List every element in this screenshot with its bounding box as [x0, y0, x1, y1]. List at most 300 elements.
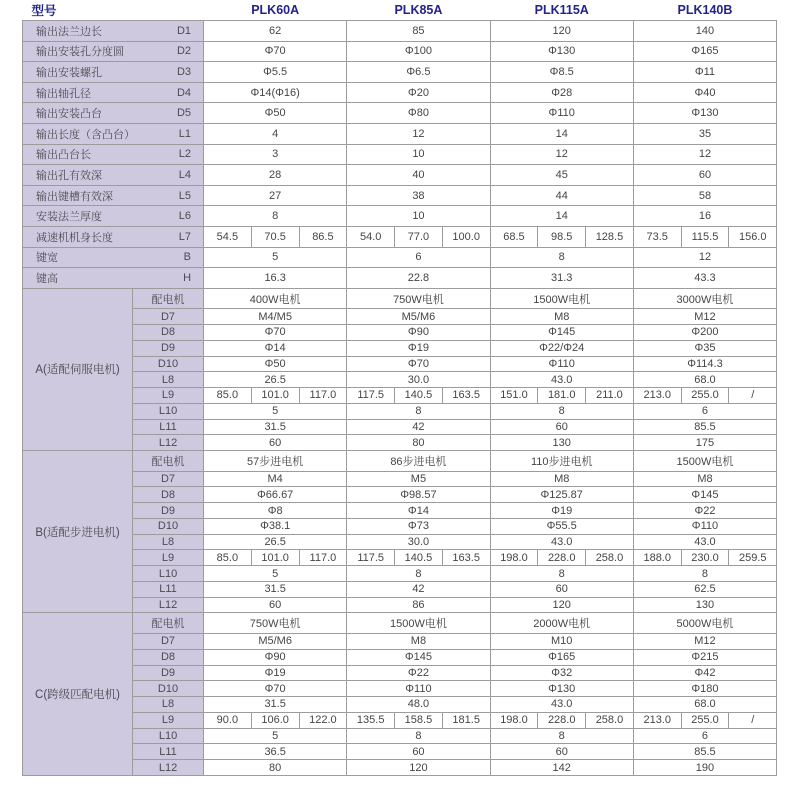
value-cell: 1500W电机	[347, 613, 490, 634]
table-row	[23, 403, 777, 419]
value-cell: 26.5	[204, 372, 347, 388]
value-cell: 86	[347, 597, 490, 613]
table-row	[23, 268, 777, 289]
row-code-cell: D10	[133, 681, 204, 697]
value-cell: 80	[347, 435, 490, 451]
row-code-cell: L10	[133, 566, 204, 582]
value-cell: 16	[633, 206, 776, 227]
value-cell: 30.0	[347, 534, 490, 550]
value-cell: 255.0	[681, 388, 729, 404]
value-cell: Φ42	[633, 665, 776, 681]
table-row	[23, 372, 777, 388]
value-cell: 120	[490, 597, 633, 613]
value-cell: Φ90	[204, 649, 347, 665]
value-cell: Φ130	[490, 41, 633, 62]
value-cell: Φ125.87	[490, 487, 633, 503]
value-cell: 54.5	[204, 226, 252, 247]
value-cell: 400W电机	[204, 288, 347, 309]
value-cell: 117.5	[347, 388, 395, 404]
value-cell: Φ98.57	[347, 487, 490, 503]
value-cell: 230.0	[681, 550, 729, 566]
row-label: 输出法兰边长	[36, 25, 102, 38]
section-label-cell: A(适配伺服电机)	[23, 288, 133, 450]
row-code: B	[183, 251, 192, 264]
value-cell: /	[729, 712, 777, 728]
value-cell: 43.0	[633, 534, 776, 550]
row-label: 减速机机身长度	[36, 231, 113, 244]
value-cell: 110步进电机	[490, 451, 633, 472]
table-row	[23, 41, 777, 62]
value-cell: M5/M6	[204, 634, 347, 650]
table-row	[23, 471, 777, 487]
value-cell: Φ55.5	[490, 518, 633, 534]
value-cell: 60	[490, 419, 633, 435]
value-cell: 3	[204, 144, 347, 165]
value-cell: 10	[347, 144, 490, 165]
value-cell: 90.0	[204, 712, 252, 728]
row-label-cell	[23, 247, 204, 268]
row-label-cell	[23, 103, 204, 124]
value-cell: Φ14(Φ16)	[204, 82, 347, 103]
table-row	[23, 103, 777, 124]
table-row	[23, 82, 777, 103]
table-row	[23, 226, 777, 247]
value-cell: M8	[347, 634, 490, 650]
table-row	[23, 62, 777, 83]
value-cell: 1500W电机	[490, 288, 633, 309]
value-cell: 163.5	[442, 388, 490, 404]
value-cell: 158.5	[395, 712, 443, 728]
value-cell: 40	[347, 165, 490, 186]
value-cell: 8	[347, 403, 490, 419]
value-cell: 42	[347, 581, 490, 597]
row-label: 安装法兰厚度	[36, 211, 102, 224]
value-cell: 750W电机	[347, 288, 490, 309]
table-row	[23, 760, 777, 776]
value-cell: Φ110	[490, 356, 633, 372]
value-cell: Φ114.3	[633, 356, 776, 372]
value-cell: Φ22	[347, 665, 490, 681]
value-cell: M12	[633, 634, 776, 650]
value-cell: 120	[347, 760, 490, 776]
value-cell: Φ70	[204, 41, 347, 62]
value-cell: Φ8.5	[490, 62, 633, 83]
value-cell: 31.5	[204, 419, 347, 435]
section-label-cell: B(适配步进电机)	[23, 451, 133, 613]
row-label: 输出键槽有效深	[36, 190, 113, 203]
value-cell: Φ70	[204, 325, 347, 341]
row-code-cell: L12	[133, 760, 204, 776]
value-cell: Φ35	[633, 340, 776, 356]
table-row	[23, 144, 777, 165]
value-cell: 31.3	[490, 268, 633, 289]
row-code: L5	[178, 189, 192, 202]
row-label-cell	[23, 41, 204, 62]
value-cell: M4/M5	[204, 309, 347, 325]
value-cell: 5	[204, 566, 347, 582]
row-code-cell: L11	[133, 744, 204, 760]
value-cell: 60	[490, 581, 633, 597]
value-cell: Φ130	[633, 103, 776, 124]
value-cell: 12	[347, 123, 490, 144]
table-row	[23, 597, 777, 613]
value-cell: 6	[633, 728, 776, 744]
value-cell: 43.3	[633, 268, 776, 289]
table-row	[23, 728, 777, 744]
value-cell: 73.5	[633, 226, 681, 247]
table-row	[23, 435, 777, 451]
value-cell: 85.0	[204, 550, 252, 566]
value-cell: 117.0	[299, 388, 347, 404]
row-code: L1	[178, 127, 192, 140]
model-header-plk115a: PLK115A	[490, 0, 633, 21]
value-cell: Φ70	[347, 356, 490, 372]
value-cell: 130	[490, 435, 633, 451]
value-cell: 8	[490, 403, 633, 419]
section-label-cell: C(跨级匹配电机)	[23, 613, 133, 776]
table-row	[23, 566, 777, 582]
row-code-cell: D9	[133, 503, 204, 519]
table-row	[23, 581, 777, 597]
value-cell: Φ19	[204, 665, 347, 681]
value-cell: Φ50	[204, 356, 347, 372]
value-cell: 3000W电机	[633, 288, 776, 309]
value-cell: 16.3	[204, 268, 347, 289]
value-cell: 12	[490, 144, 633, 165]
value-cell: 8	[204, 206, 347, 227]
row-code: D3	[176, 65, 192, 78]
value-cell: 188.0	[633, 550, 681, 566]
table-row	[23, 21, 777, 42]
value-cell: Φ28	[490, 82, 633, 103]
table-row	[23, 744, 777, 760]
value-cell: Φ22/Φ24	[490, 340, 633, 356]
row-code-cell: L11	[133, 581, 204, 597]
value-cell: 60	[633, 165, 776, 186]
value-cell: 36.5	[204, 744, 347, 760]
value-cell: Φ145	[633, 487, 776, 503]
value-cell: 213.0	[633, 388, 681, 404]
row-code: L2	[178, 148, 192, 161]
value-cell: 211.0	[586, 388, 634, 404]
value-cell: 6	[347, 247, 490, 268]
value-cell: Φ180	[633, 681, 776, 697]
value-cell: 198.0	[490, 550, 538, 566]
value-cell: 228.0	[538, 550, 586, 566]
value-cell: 8	[347, 566, 490, 582]
value-cell: M10	[490, 634, 633, 650]
value-cell: 8	[490, 728, 633, 744]
model-header-plk85a: PLK85A	[347, 0, 490, 21]
table-row	[23, 487, 777, 503]
value-cell: Φ40	[633, 82, 776, 103]
value-cell: 5	[204, 247, 347, 268]
row-code-cell: D10	[133, 356, 204, 372]
value-cell: 130	[633, 597, 776, 613]
value-cell: 68.5	[490, 226, 538, 247]
value-cell: Φ165	[633, 41, 776, 62]
value-cell: 117.0	[299, 550, 347, 566]
value-cell: 43.0	[490, 697, 633, 713]
value-cell: Φ70	[204, 681, 347, 697]
value-cell: 255.0	[681, 712, 729, 728]
value-cell: Φ110	[490, 103, 633, 124]
value-cell: 2000W电机	[490, 613, 633, 634]
row-label-cell	[23, 144, 204, 165]
row-label: 键高	[36, 272, 58, 285]
table-row	[23, 712, 777, 728]
value-cell: 86.5	[299, 226, 347, 247]
value-cell: 1500W电机	[633, 451, 776, 472]
value-cell: 85	[347, 21, 490, 42]
value-cell: 151.0	[490, 388, 538, 404]
row-label-cell	[23, 185, 204, 206]
value-cell: Φ110	[347, 681, 490, 697]
row-code: L7	[178, 230, 192, 243]
value-cell: 68.0	[633, 697, 776, 713]
row-code: D1	[176, 24, 192, 37]
value-cell: Φ200	[633, 325, 776, 341]
value-cell: Φ73	[347, 518, 490, 534]
value-cell: 100.0	[442, 226, 490, 247]
value-cell: 140.5	[395, 388, 443, 404]
table-row	[23, 419, 777, 435]
row-code-cell: D7	[133, 634, 204, 650]
value-cell: Φ6.5	[347, 62, 490, 83]
value-cell: Φ8	[204, 503, 347, 519]
value-cell: 30.0	[347, 372, 490, 388]
value-cell: Φ100	[347, 41, 490, 62]
row-code-cell: 配电机	[133, 613, 204, 634]
row-code-cell: D7	[133, 309, 204, 325]
table-row	[23, 550, 777, 566]
value-cell: 58	[633, 185, 776, 206]
value-cell: 26.5	[204, 534, 347, 550]
row-label: 输出长度（含凸台）	[36, 128, 135, 141]
value-cell: Φ165	[490, 649, 633, 665]
value-cell: 38	[347, 185, 490, 206]
value-cell: Φ32	[490, 665, 633, 681]
value-cell: 163.5	[442, 550, 490, 566]
value-cell: 6	[633, 403, 776, 419]
row-label: 输出安装凸台	[36, 108, 102, 121]
table-row	[23, 185, 777, 206]
row-code: D2	[176, 45, 192, 58]
value-cell: 181.0	[538, 388, 586, 404]
row-code-cell: 配电机	[133, 288, 204, 309]
value-cell: 190	[633, 760, 776, 776]
value-cell: Φ19	[490, 503, 633, 519]
value-cell: 213.0	[633, 712, 681, 728]
table-row	[23, 288, 777, 309]
value-cell: 181.5	[442, 712, 490, 728]
value-cell: 35	[633, 123, 776, 144]
row-label: 输出安装孔分度圆	[36, 46, 124, 59]
value-cell: 140.5	[395, 550, 443, 566]
value-cell: 70.5	[251, 226, 299, 247]
value-cell: 31.5	[204, 697, 347, 713]
value-cell: Φ66.67	[204, 487, 347, 503]
row-code: L6	[178, 210, 192, 223]
value-cell: 120	[490, 21, 633, 42]
row-code-cell: L10	[133, 403, 204, 419]
value-cell: 68.0	[633, 372, 776, 388]
value-cell: 8	[633, 566, 776, 582]
value-cell: 5	[204, 728, 347, 744]
value-cell: 258.0	[586, 550, 634, 566]
value-cell: 62	[204, 21, 347, 42]
table-row	[23, 649, 777, 665]
table-row	[23, 451, 777, 472]
value-cell: 62.5	[633, 581, 776, 597]
value-cell: /	[729, 388, 777, 404]
value-cell: M5/M6	[347, 309, 490, 325]
value-cell: Φ215	[633, 649, 776, 665]
value-cell: 5	[204, 403, 347, 419]
row-code-cell: L8	[133, 697, 204, 713]
table-row	[23, 534, 777, 550]
value-cell: 44	[490, 185, 633, 206]
value-cell: Φ90	[347, 325, 490, 341]
table-row	[23, 340, 777, 356]
value-cell: 12	[633, 144, 776, 165]
value-cell: 54.0	[347, 226, 395, 247]
value-cell: 85.5	[633, 744, 776, 760]
value-cell: 42	[347, 419, 490, 435]
value-cell: 28	[204, 165, 347, 186]
row-label: 输出轴孔径	[36, 87, 91, 100]
value-cell: 43.0	[490, 534, 633, 550]
gearbox-spec-table	[22, 0, 777, 776]
row-code-cell: 配电机	[133, 451, 204, 472]
value-cell: 8	[490, 247, 633, 268]
table-row	[23, 309, 777, 325]
value-cell: 85.0	[204, 388, 252, 404]
value-cell: 259.5	[729, 550, 777, 566]
row-code-cell: D9	[133, 665, 204, 681]
value-cell: M8	[490, 309, 633, 325]
value-cell: 10	[347, 206, 490, 227]
value-cell: 5000W电机	[633, 613, 776, 634]
row-code-cell: D7	[133, 471, 204, 487]
value-cell: 80	[204, 760, 347, 776]
value-cell: M5	[347, 471, 490, 487]
value-cell: 45	[490, 165, 633, 186]
value-cell: 27	[204, 185, 347, 206]
value-cell: 60	[347, 744, 490, 760]
row-code-cell: D10	[133, 518, 204, 534]
model-header-plk60a: PLK60A	[204, 0, 347, 21]
value-cell: 175	[633, 435, 776, 451]
value-cell: 4	[204, 123, 347, 144]
value-cell: 122.0	[299, 712, 347, 728]
value-cell: 98.5	[538, 226, 586, 247]
table-row	[23, 165, 777, 186]
row-code-cell: L8	[133, 534, 204, 550]
row-code: H	[183, 271, 192, 284]
table-row	[23, 697, 777, 713]
row-label-cell	[23, 21, 204, 42]
table-row	[23, 247, 777, 268]
row-code: D5	[176, 107, 192, 120]
row-label: 输出凸台长	[36, 149, 91, 162]
spec-sheet	[22, 0, 777, 776]
value-cell: M4	[204, 471, 347, 487]
value-cell: 43.0	[490, 372, 633, 388]
value-cell: 117.5	[347, 550, 395, 566]
value-cell: 86步进电机	[347, 451, 490, 472]
value-cell: 14	[490, 123, 633, 144]
row-label-cell	[23, 268, 204, 289]
table-row	[23, 388, 777, 404]
row-code-cell: D8	[133, 487, 204, 503]
value-cell: M8	[490, 471, 633, 487]
value-cell: 750W电机	[204, 613, 347, 634]
value-cell: Φ145	[347, 649, 490, 665]
row-label-cell	[23, 82, 204, 103]
value-cell: 60	[204, 597, 347, 613]
value-cell: 85.5	[633, 419, 776, 435]
value-cell: 140	[633, 21, 776, 42]
row-code-cell: D8	[133, 649, 204, 665]
table-row	[23, 325, 777, 341]
value-cell: 12	[633, 247, 776, 268]
value-cell: 135.5	[347, 712, 395, 728]
row-label-cell	[23, 206, 204, 227]
value-cell: Φ19	[347, 340, 490, 356]
table-row	[23, 356, 777, 372]
value-cell: M12	[633, 309, 776, 325]
value-cell: 8	[490, 566, 633, 582]
value-cell: 60	[490, 744, 633, 760]
row-code-cell: L11	[133, 419, 204, 435]
value-cell: 14	[490, 206, 633, 227]
value-cell: Φ38.1	[204, 518, 347, 534]
models-column-label: 型号	[23, 0, 204, 21]
value-cell: Φ22	[633, 503, 776, 519]
row-code-cell: L12	[133, 435, 204, 451]
value-cell: Φ20	[347, 82, 490, 103]
table-row	[23, 665, 777, 681]
table-row	[23, 518, 777, 534]
value-cell: 128.5	[586, 226, 634, 247]
row-code-cell: D9	[133, 340, 204, 356]
value-cell: 31.5	[204, 581, 347, 597]
value-cell: 198.0	[490, 712, 538, 728]
value-cell: 115.5	[681, 226, 729, 247]
value-cell: Φ80	[347, 103, 490, 124]
table-row	[23, 123, 777, 144]
value-cell: Φ110	[633, 518, 776, 534]
table-row	[23, 681, 777, 697]
row-label-cell	[23, 226, 204, 247]
row-code-cell: D8	[133, 325, 204, 341]
row-code: D4	[176, 86, 192, 99]
value-cell: 106.0	[251, 712, 299, 728]
table-row	[23, 634, 777, 650]
value-cell: Φ11	[633, 62, 776, 83]
model-header-plk140b: PLK140B	[633, 0, 776, 21]
value-cell: Φ130	[490, 681, 633, 697]
value-cell: 57步进电机	[204, 451, 347, 472]
value-cell: 156.0	[729, 226, 777, 247]
table-row	[23, 503, 777, 519]
value-cell: 101.0	[251, 388, 299, 404]
value-cell: Φ14	[347, 503, 490, 519]
row-label: 输出孔有效深	[36, 169, 102, 182]
value-cell: 77.0	[395, 226, 443, 247]
value-cell: Φ50	[204, 103, 347, 124]
